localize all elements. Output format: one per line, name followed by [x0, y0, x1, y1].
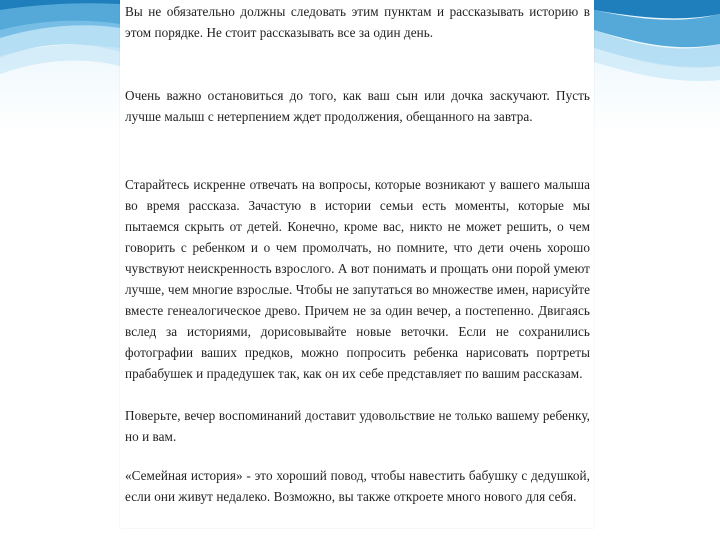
paragraph-answer-questions: Старайтесь искренне отвечать на вопросы, которые возникают у вашего малыша во время рассказа. Зачастую в истории семьи есть моменты, которые мы пытаемся скрыть от детей. Конечно, кроме вас, никто не может решить, о чем говорить с ребенком и о чем промолчать, но помните, что дети очень хорошо чувствуют неискренность взрослого. А вот понимать и прощать они порой умеют лучше, чем многие взрослые. Чтобы не запутаться во множестве имен, нарисуйте вместе генеалогическое древо. Причем не за один вечер, а постепенно. Двигаясь вслед за историями, дорисовывайте новые веточки. Если не сохранились фотографии ваших предков, можно попросить ребенка нарисовать портреты прабабушек и прадедушек так, как он их себе представляет по вашим рассказам.: [125, 177, 590, 381]
document-page: [120, 0, 594, 528]
paragraph-family-history: «Семейная история» - это хороший повод, чтобы навестить бабушку с дедушкой, если они живут недалеко. Возможно, вы также откроете много нового для себя.: [125, 468, 590, 504]
paragraph-evening-memories: Поверьте, вечер воспоминаний доставит удовольствие не только вашему ребенку, но и вам.: [125, 408, 590, 444]
paragraph-order: Вы не обязательно должны следовать этим пунктам и рассказывать историю в этом порядке. Не стоит рассказывать все за один день.: [125, 4, 590, 40]
paragraph-stop-before-boredom: Очень важно остановиться до того, как ваш сын или дочка заскучают. Пусть лучше малыш с нетерпением ждет продолжения, обещанного на завтра.: [125, 88, 590, 124]
